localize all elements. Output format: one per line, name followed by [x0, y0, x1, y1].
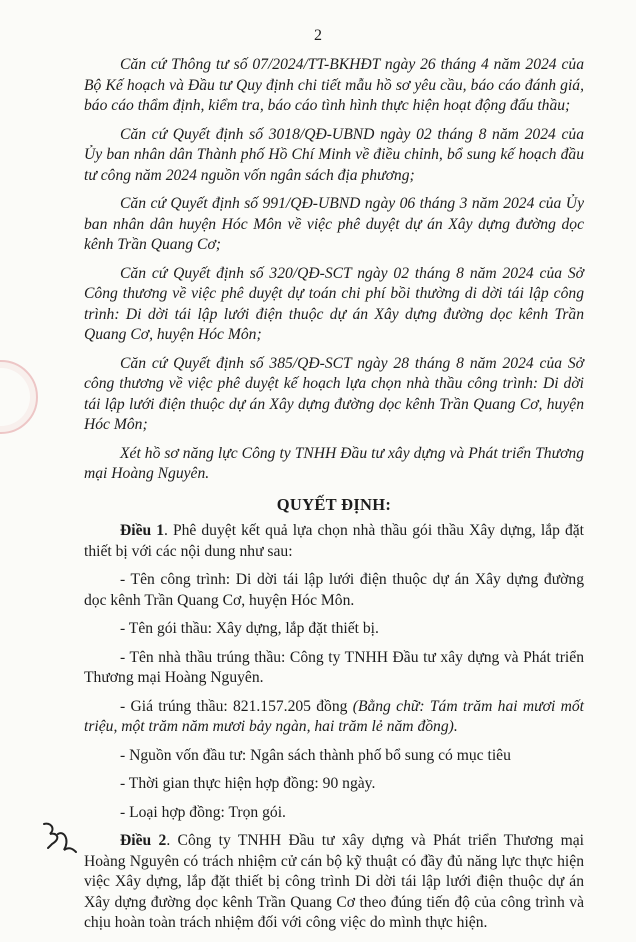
- article-1: [84, 521, 584, 562]
- page-number: 2: [314, 27, 322, 44]
- legal-basis-1: Căn cứ Thông tư số 07/2024/TT-BKHĐT ngày 26 tháng 4 năm 2024 của Bộ Kế hoạch và Đầu tư Quy định chi tiết mẫu hồ sơ yêu cầu, báo cáo đánh giá, báo cáo thẩm định, kiểm tra, báo cáo tình hình thực hiện hoạt động đấu thầu;: [84, 56, 584, 114]
- legal-basis-4: Căn cứ Quyết định số 320/QĐ-SCT ngày 02 tháng 8 năm 2024 của Sở Công thương về việc phê duyệt dự toán chi phí bồi thường di dời tái lập công trình: Di dời tái lập lưới điện thuộc dự án Xây dựng đường dọc kênh Trần Quang Cơ, huyện Hóc Môn;: [84, 264, 584, 343]
- item-winning-contractor: - Tên nhà thầu trúng thầu: Công ty TNHH Đầu tư xây dựng và Phát triển Thương mại Hoàng Nguyên.: [84, 648, 584, 686]
- initials-signature-icon: [40, 820, 80, 854]
- item-contract-type: - Loại hợp đồng: Trọn gói.: [120, 803, 286, 821]
- article-2-label: Điều 2: [120, 832, 167, 849]
- legal-basis-6: Xét hồ sơ năng lực Công ty TNHH Đầu tư xây dựng và Phát triển Thương mại Hoàng Nguyên.: [84, 444, 584, 482]
- price-in-words: (Bằng chữ: Tám trăm hai mươi mốt triệu, một trăm năm mươi bảy ngàn, hai trăm lẻ năm đồng).: [84, 697, 584, 735]
- legal-basis-2: Căn cứ Quyết định số 3018/QĐ-UBND ngày 02 tháng 8 năm 2024 của Ủy ban nhân dân Thành phố Hồ Chí Minh về điều chỉnh, bổ sung kế hoạch đầu tư công năm 2024 nguồn vốn ngân sách địa phương;: [84, 125, 584, 184]
- legal-basis-5: Căn cứ Quyết định số 385/QĐ-SCT ngày 28 tháng 8 năm 2024 của Sở công thương về việc phê duyệt kế hoạch lựa chọn nhà thầu công trình: Di dời tái lập lưới điện thuộc dự án Xây dựng đường dọc kênh Trần Quang Cơ, huyện Hóc Môn;: [84, 354, 584, 433]
- article-2: [84, 831, 584, 934]
- item-contract-duration: - Thời gian thực hiện hợp đồng: 90 ngày.: [120, 775, 376, 792]
- item-funding-source: - Nguồn vốn đầu tư: Ngân sách thành phố bổ sung có mục tiêu: [120, 746, 511, 764]
- legal-basis-3: Căn cứ Quyết định số 991/QĐ-UBND ngày 06 tháng 3 năm 2024 của Ủy ban nhân dân huyện Hóc Môn về việc phê duyệt dự án Xây dựng đường dọc kênh Trần Quang Cơ;: [84, 195, 584, 253]
- item-winning-price: [84, 697, 584, 738]
- item-package-name: - Tên gói thầu: Xây dựng, lắp đặt thiết bị.: [120, 620, 379, 637]
- article-2-text: . Công ty TNHH Đầu tư xây dựng và Phát triển Thương mại Hoàng Nguyên có trách nhiệm cử cán bộ kỹ thuật có đầy đủ năng lực thực hiện việc Xây dựng, lắp đặt thiết bị công trình Di dời tái lập lưới điện thuộc dự án Xây dựng đường dọc kênh Trần Quang Cơ theo đúng tiến độ của công trình và chịu hoàn toàn trách nhiệm đối với công việc do mình thực hiện.: [84, 832, 585, 931]
- price-prefix: - Giá trúng thầu: 821.157.205 đồng: [120, 697, 353, 715]
- red-stamp-icon: [0, 360, 38, 434]
- decision-heading: QUYẾT ĐỊNH:: [276, 494, 392, 514]
- document-body: [84, 55, 584, 942]
- item-project-name: - Tên công trình: Di dời tái lập lưới điện thuộc dự án Xây dựng đường dọc kênh Trần Quang Cơ, huyện Hóc Môn.: [84, 571, 584, 609]
- article-1-label: Điều 1: [120, 522, 165, 539]
- article-1-text: . Phê duyệt kết quả lựa chọn nhà thầu gói thầu Xây dựng, lắp đặt thiết bị với các nội dung như sau:: [84, 522, 584, 560]
